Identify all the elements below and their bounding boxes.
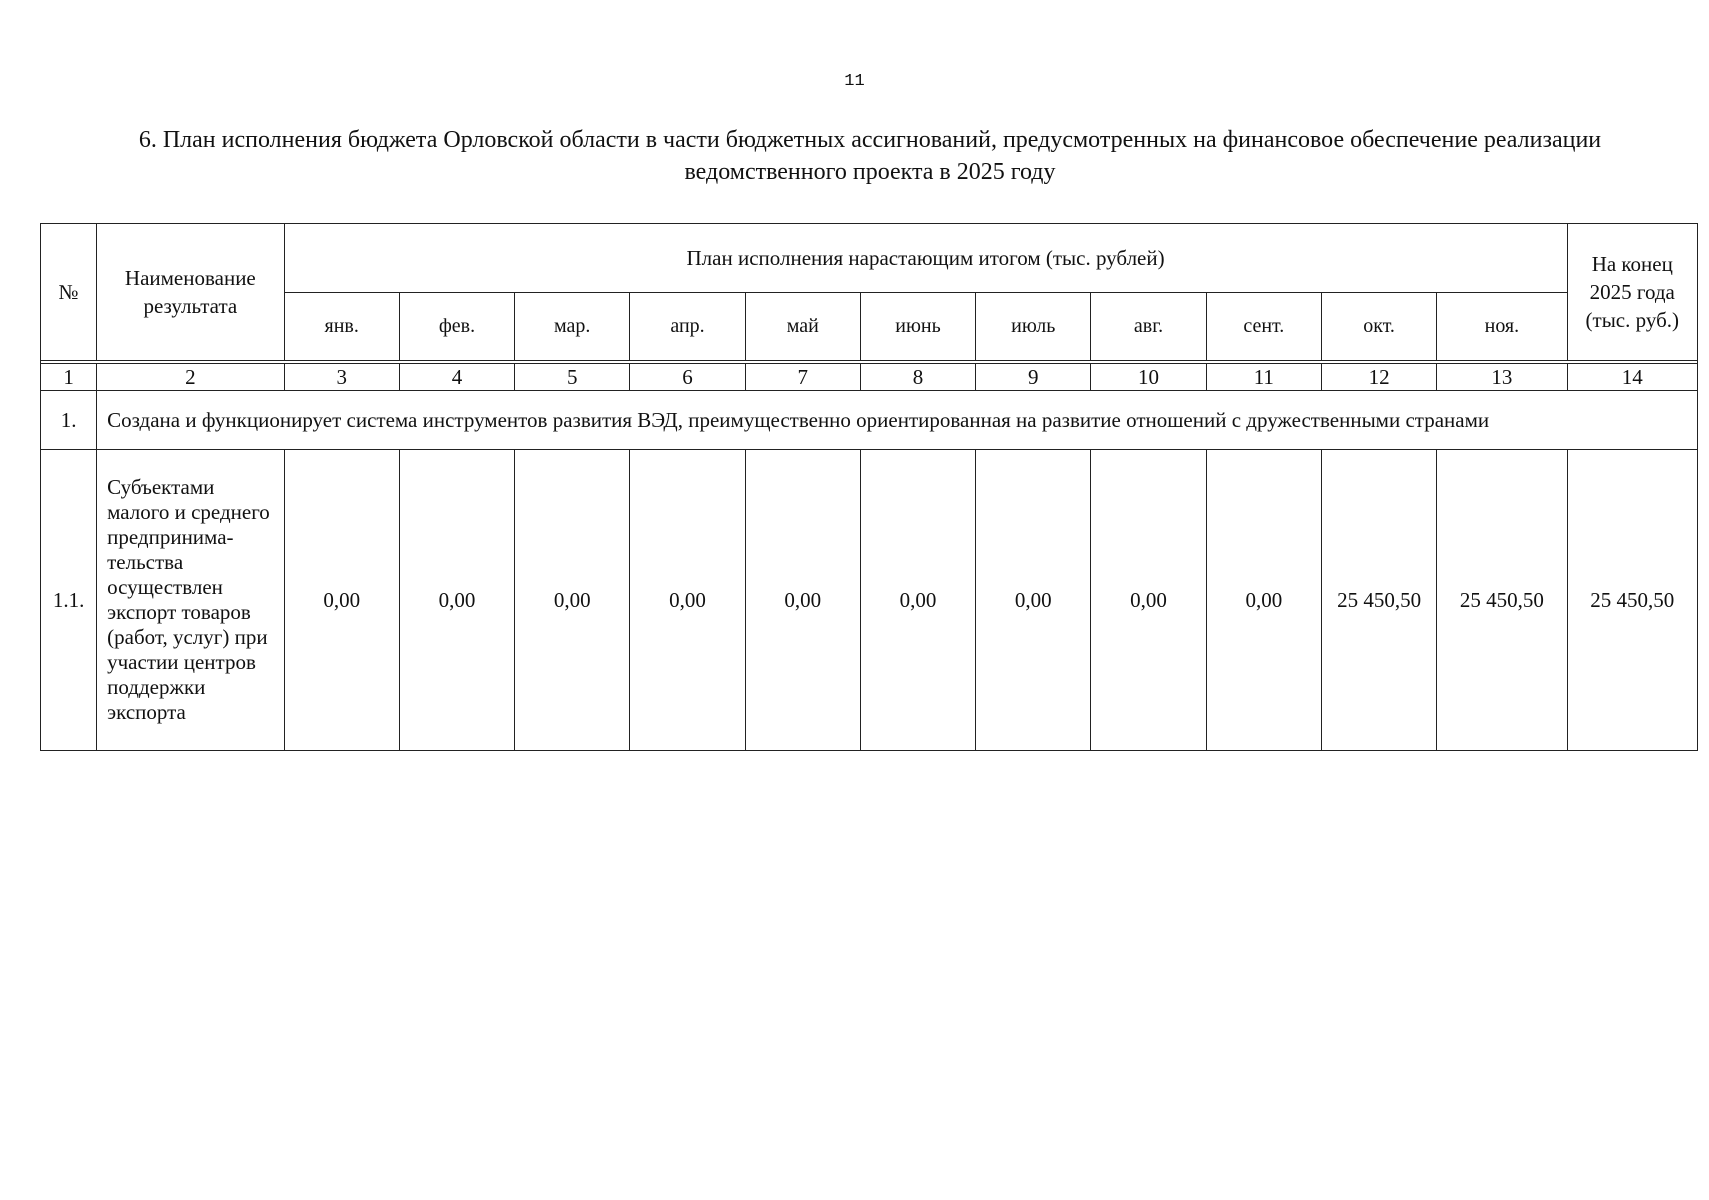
page-number: 11 [844,72,865,91]
header-row [41,224,1698,293]
section-title: Создана и функционирует система инструментов развития ВЭД, преимущественно ориентированная на развитие отношений с дружественными странами [97,391,1698,450]
row-number: 1.1. [41,450,97,751]
header-month: июль [976,293,1091,361]
month-value: 25 450,50 [1321,450,1436,751]
header-month: мар. [515,293,630,361]
header-month: июнь [860,293,975,361]
header-plan: План исполнения нарастающим итогом (тыс. рублей) [284,224,1567,293]
column-number: 14 [1567,364,1697,391]
budget-plan-table [40,223,1698,751]
column-number: 4 [399,364,514,391]
column-number: 3 [284,364,399,391]
year-end-value: 25 450,50 [1567,450,1697,751]
header-year-end: На конец 2025 года (тыс. руб.) [1567,224,1697,361]
result-name: Субъектами малого и среднего предпринима-тельства осуществлен экспорт товаров (работ, услуг) при участии центров поддержки экспорта [97,450,284,751]
month-value: 0,00 [976,450,1091,751]
month-value: 0,00 [1206,450,1321,751]
column-number: 9 [976,364,1091,391]
header-month: окт. [1321,293,1436,361]
column-number: 1 [41,364,97,391]
header-month: фев. [399,293,514,361]
section-row [41,391,1698,450]
month-value: 0,00 [860,450,975,751]
section-number: 1. [41,391,97,450]
column-number: 7 [745,364,860,391]
table-row [41,450,1698,751]
header-month: ноя. [1437,293,1567,361]
column-number: 8 [860,364,975,391]
month-value: 25 450,50 [1437,450,1567,751]
column-number: 12 [1321,364,1436,391]
header-month: апр. [630,293,745,361]
month-value: 0,00 [745,450,860,751]
header-result-name: Наименование результата [97,224,284,361]
month-value: 0,00 [630,450,745,751]
document-title: 6. План исполнения бюджета Орловской области в части бюджетных ассигнований, предусмотренных на финансовое обеспечение реализации ведомственного проекта в 2025 году [138,127,1602,185]
month-value: 0,00 [399,450,514,751]
month-value: 0,00 [284,450,399,751]
header-month: янв. [284,293,399,361]
column-number: 11 [1206,364,1321,391]
column-number: 10 [1091,364,1206,391]
column-number: 6 [630,364,745,391]
header-month: сент. [1206,293,1321,361]
column-number: 2 [97,364,284,391]
header-number: № [41,224,97,361]
column-number: 13 [1437,364,1567,391]
month-header-row [41,293,1698,361]
column-number: 5 [515,364,630,391]
header-month: май [745,293,860,361]
month-value: 0,00 [1091,450,1206,751]
header-month: авг. [1091,293,1206,361]
month-value: 0,00 [515,450,630,751]
column-number-row [41,364,1698,391]
